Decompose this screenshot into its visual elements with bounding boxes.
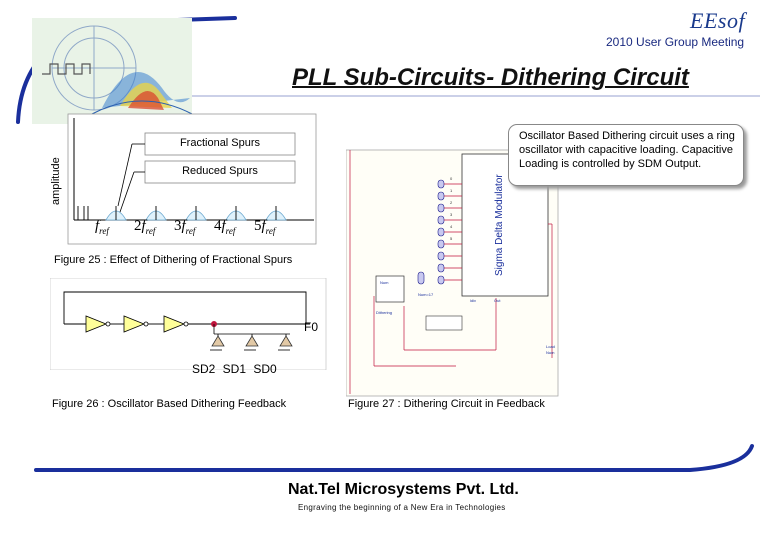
callout-box (508, 124, 744, 186)
svg-text:Num: Num (380, 280, 389, 285)
figure-26-oscillator-schematic (50, 278, 330, 370)
label-reduced-spurs: Reduced Spurs (182, 165, 258, 177)
harmonic-label-1: $f_{ref}$ (95, 218, 109, 236)
label-fractional-spurs: Fractional Spurs (179, 137, 261, 149)
harmonic-label-4: $4f_{ref}$ (214, 218, 236, 236)
harmonic-label-2: $2f_{ref}$ (134, 218, 156, 236)
figure-27-caption: Figure 27 : Dithering Circuit in Feedback (348, 398, 545, 410)
svg-text:Dithering: Dithering (376, 310, 393, 315)
svg-text:4: 4 (450, 224, 453, 229)
callout-text: Oscillator Based Dithering circuit uses a ring oscillator with capacitive loading. Capacitive Loading is controlled by SDM Output. (519, 130, 735, 170)
svg-text:Load: Load (546, 344, 555, 349)
slide-title: PLL Sub-Circuits- Dithering Circuit (292, 64, 689, 91)
figure-26-caption: Figure 26 : Oscillator Based Dithering Feedback (52, 398, 287, 410)
event-name: 2010 User Group Meeting (606, 35, 745, 49)
svg-text:0: 0 (450, 176, 453, 181)
output-label-f0: F0 (304, 320, 319, 334)
figure-25-caption: Figure 25 : Effect of Dithering of Fractional Spurs (54, 254, 293, 266)
sigma-delta-module-label: Sigma Delta Modulator (494, 174, 505, 276)
sd-inputs-label: SD2 SD1 SD0 (192, 362, 277, 376)
svg-text:1: 1 (450, 188, 453, 193)
svg-text:Num=17: Num=17 (418, 292, 434, 297)
brand-logo-text: EEsof (690, 8, 746, 33)
harmonic-label-5: $5f_{ref}$ (254, 218, 276, 236)
company-name: Nat.Tel Microsystems Pvt. Ltd. (288, 481, 519, 498)
svg-text:Out: Out (494, 298, 501, 303)
y-axis-label: amplitude (50, 157, 62, 205)
svg-text:2: 2 (450, 200, 453, 205)
svg-text:5: 5 (450, 236, 453, 241)
svg-text:3: 3 (450, 212, 453, 217)
logo-graphic (32, 18, 192, 124)
harmonic-label-3: $3f_{ref}$ (174, 218, 196, 236)
svg-text:Num: Num (546, 350, 555, 355)
company-tagline: Engraving the beginning of a New Era in Technologies (298, 503, 506, 512)
svg-text:ldiv: ldiv (470, 298, 477, 303)
